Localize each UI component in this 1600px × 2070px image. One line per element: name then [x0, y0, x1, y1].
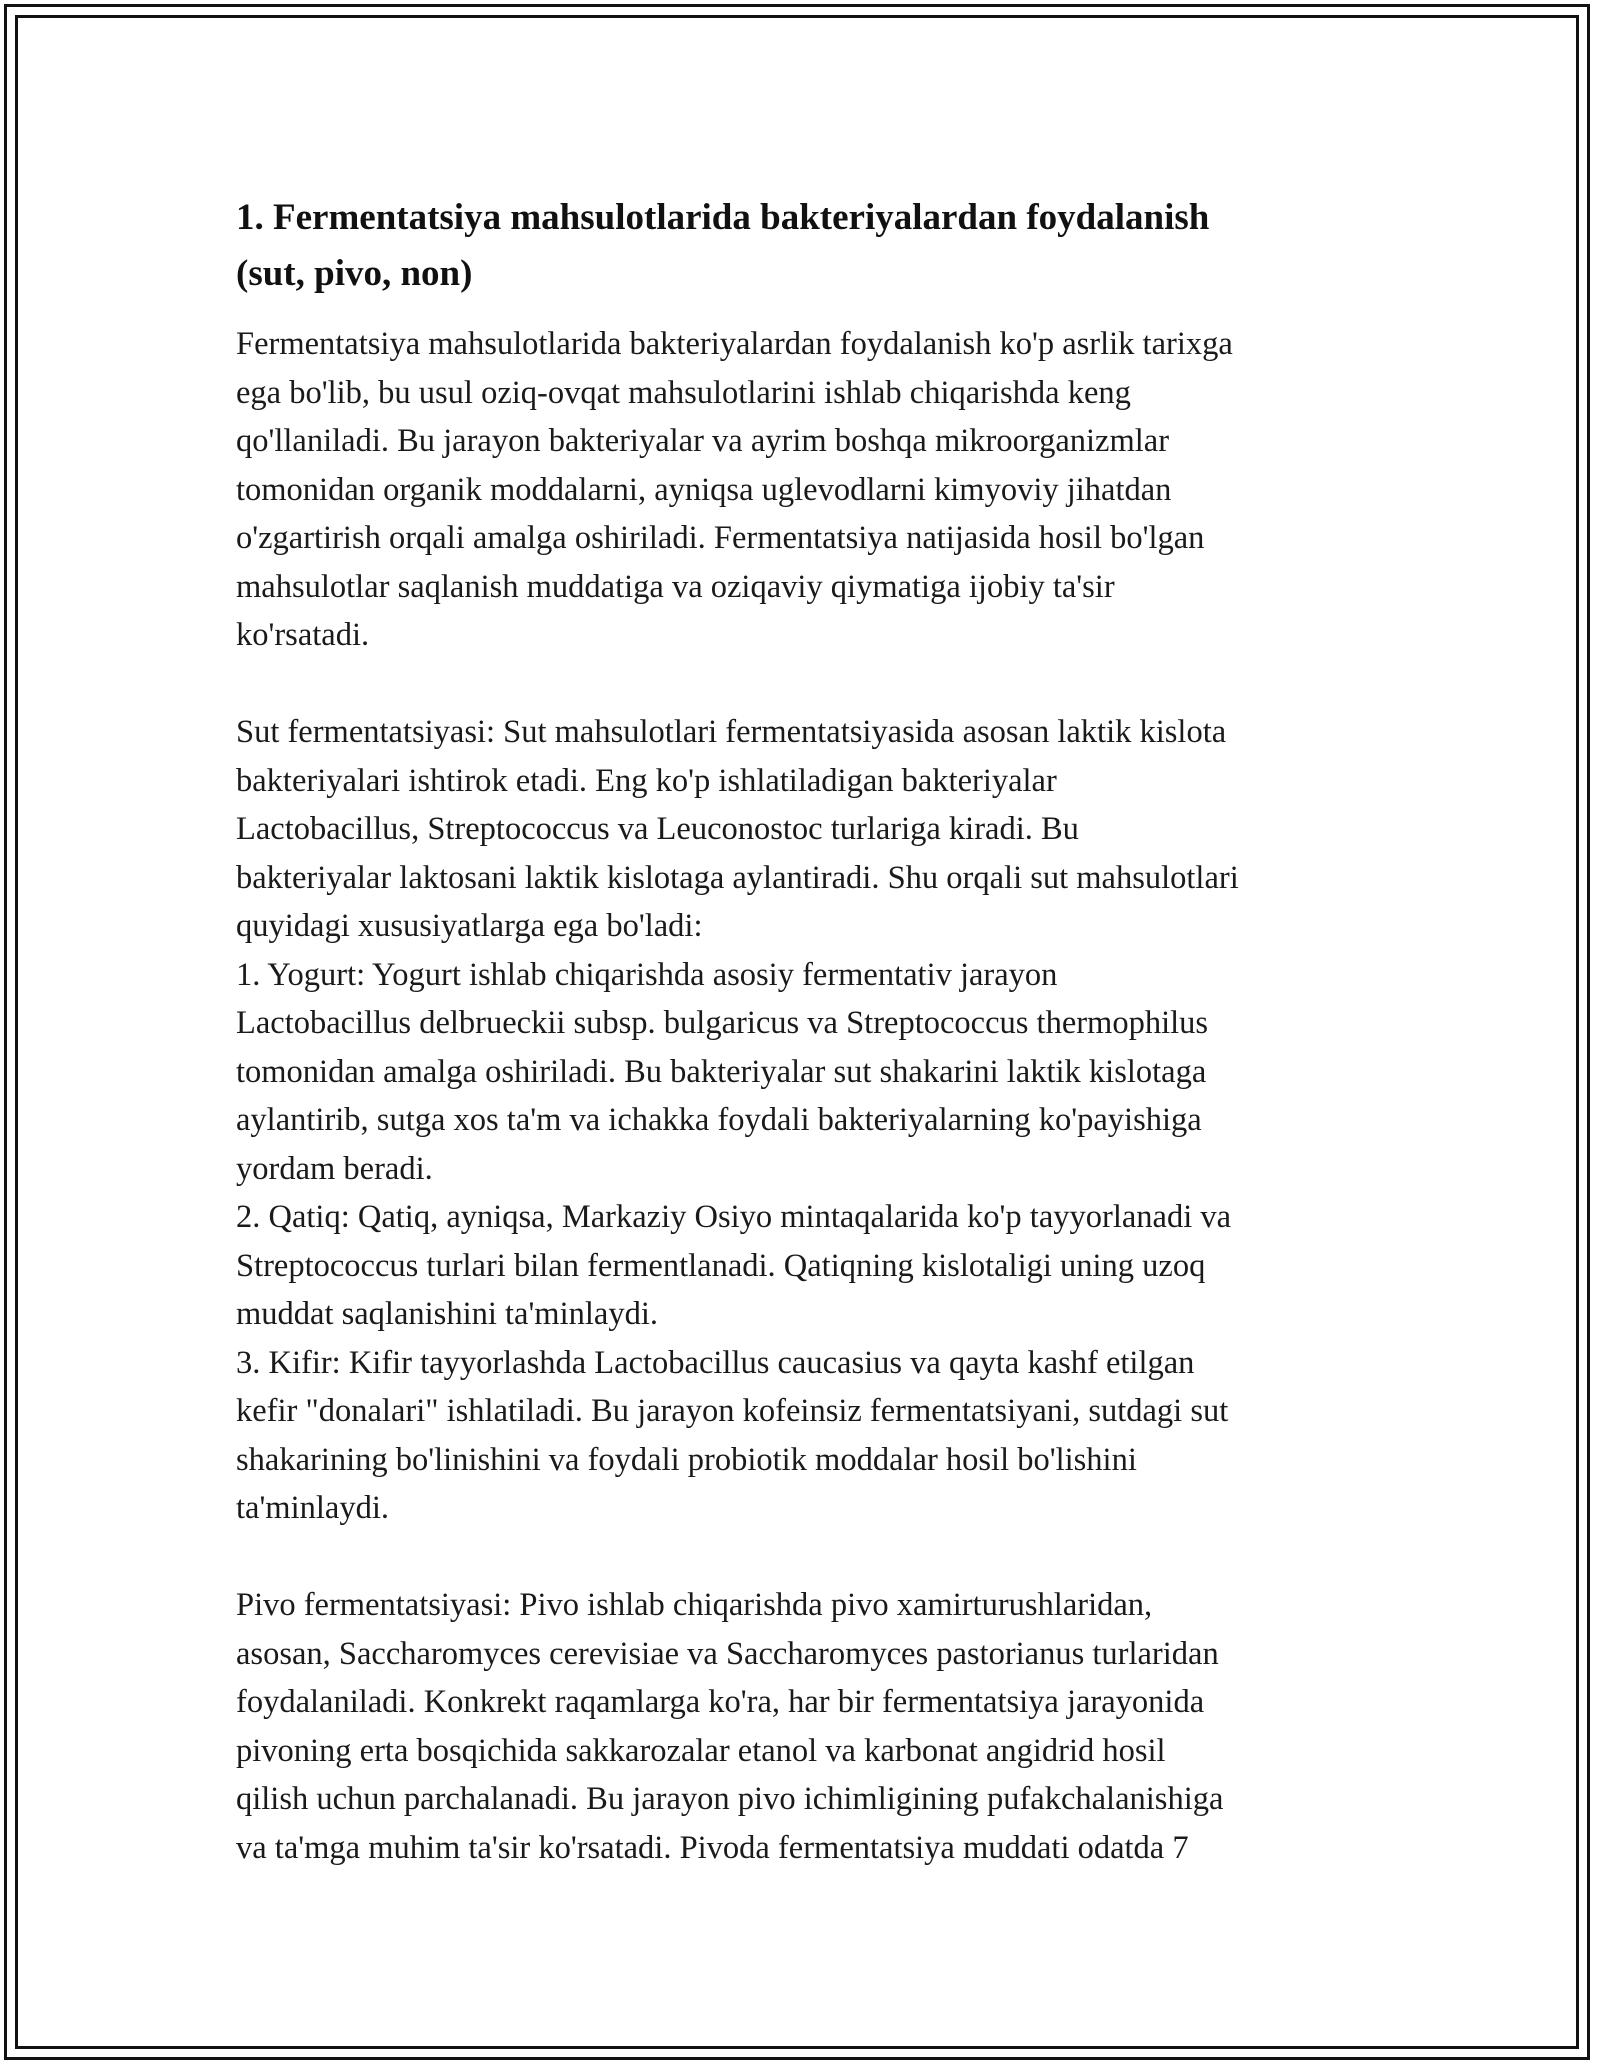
- text-line: Lactobacillus, Streptococcus va Leuconostoc turlariga kiradi. Bu: [236, 811, 1079, 847]
- text-line: qilish uchun parchalanadi. Bu jarayon pivo ichimligining pufakchalanishiga: [236, 1781, 1224, 1817]
- text-line: 1. Yogurt: Yogurt ishlab chiqarishda asosiy fermentativ jarayon: [236, 956, 1058, 993]
- text-line: va ta'mga muhim ta'sir ko'rsatadi. Pivoda fermentatsiya muddati odatda 7: [236, 1829, 1189, 1866]
- text-line: o'zgartirish orqali amalga oshiriladi. Fermentatsiya natijasida hosil bo'lgan: [236, 520, 1205, 556]
- text-line: ega bo'lib, bu usul oziq-ovqat mahsulotlarini ishlab chiqarishda keng: [236, 374, 1131, 411]
- text-line: 2. Qatiq: Qatiq, ayniqsa, Markaziy Osiyo mintaqalarida ko'p tayyorlanadi va: [236, 1199, 1232, 1235]
- text-line: bakteriyalar laktosani laktik kislotaga aylantiradi. Shu orqali sut mahsulotlari: [236, 859, 1239, 896]
- text-line: Fermentatsiya mahsulotlarida bakteriyalardan foydalanish ko'p asrlik tarixga: [236, 326, 1233, 362]
- text-line: muddat saqlanishini ta'minlaydi.: [236, 1296, 658, 1332]
- text-line: mahsulotlar saqlanish muddatiga va oziqaviy qiymatiga ijobiy ta'sir: [236, 568, 1115, 605]
- text-line: Streptococcus turlari bilan fermentlanadi. Qatiqning kislotaligi uning uzoq: [236, 1247, 1206, 1284]
- text-line: Sut fermentatsiyasi: Sut mahsulotlari fermentatsiyasida asosan laktik kislota: [236, 714, 1227, 750]
- text-line: ko'rsatadi.: [236, 617, 370, 653]
- text-line: foydalaniladi. Konkrekt raqamlarga ko'ra, har bir fermentatsiya jarayonida: [236, 1684, 1205, 1720]
- text-line: kefir "donalari" ishlatiladi. Bu jarayon kofeinsiz fermentatsiyani, sutdagi sut: [236, 1393, 1229, 1429]
- text-line: Lactobacillus delbrueckii subsp. bulgaricus va Streptococcus thermophilus: [236, 1005, 1209, 1041]
- text-line: ta'minlaydi.: [236, 1490, 389, 1526]
- text-line: shakarining bo'linishini va foydali probiotik moddalar hosil bo'lishini: [236, 1441, 1137, 1478]
- text-line: yordam beradi.: [236, 1150, 433, 1187]
- document-body: [236, 190, 1376, 1872]
- paragraph-gap: [236, 1533, 1376, 1582]
- intro-paragraph: [236, 320, 1376, 660]
- text-line: 3. Kifir: Kifir tayyorlashda Lactobacillus caucasius va qayta kashf etilgan: [236, 1344, 1195, 1381]
- section-heading: [236, 190, 1376, 302]
- text-line: bakteriyalari ishtirok etadi. Eng ko'p ishlatiladigan bakteriyalar: [236, 762, 1057, 799]
- text-line: tomonidan amalga oshiriladi. Bu bakteriyalar sut shakarini laktik kislotaga: [236, 1053, 1207, 1090]
- text-line: tomonidan organik moddalarni, ayniqsa uglevodlarni kimyoviy jihatdan: [236, 471, 1172, 508]
- heading-line-2: (sut, pivo, non): [236, 253, 473, 294]
- text-line: asosan, Saccharomyces cerevisiae va Saccharomyces pastorianus turlaridan: [236, 1635, 1219, 1672]
- text-line: pivoning erta bosqichida sakkarozalar etanol va karbonat angidrid hosil: [236, 1732, 1166, 1769]
- milk-fermentation-paragraph: [236, 708, 1376, 1533]
- text-line: aylantirib, sutga xos ta'm va ichakka foydali bakteriyalarning ko'payishiga: [236, 1102, 1202, 1138]
- text-line: quyidagi xususiyatlarga ega bo'ladi:: [236, 908, 703, 944]
- text-line: Pivo fermentatsiyasi: Pivo ishlab chiqarishda pivo xamirturushlaridan,: [236, 1587, 1153, 1623]
- text-line: qo'llaniladi. Bu jarayon bakteriyalar va ayrim boshqa mikroorganizmlar: [236, 423, 1170, 459]
- beer-fermentation-paragraph: [236, 1581, 1376, 1872]
- paragraph-gap: [236, 660, 1376, 709]
- heading-line-1: 1. Fermentatsiya mahsulotlarida bakteriyalardan foydalanish: [236, 197, 1210, 238]
